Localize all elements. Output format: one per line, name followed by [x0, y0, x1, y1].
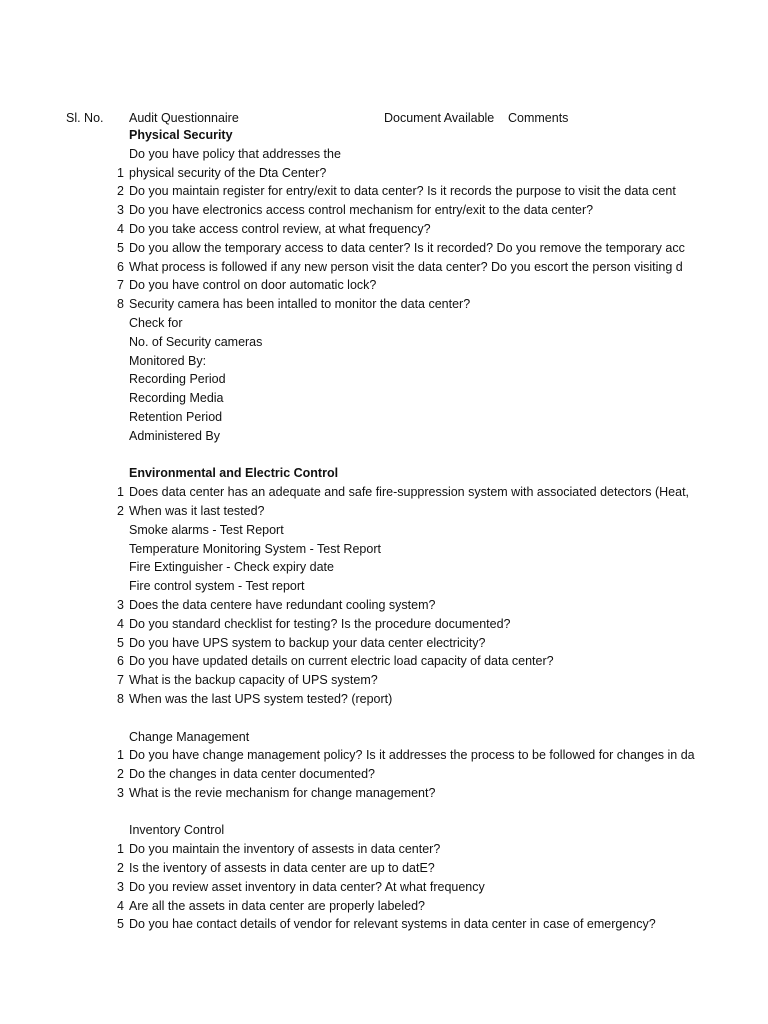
table-row — [0, 314, 768, 333]
row-number: 1 — [117, 842, 124, 857]
table-row — [0, 746, 768, 765]
question-text: physical security of the Dta Center? — [129, 165, 327, 180]
table-row — [0, 201, 768, 220]
question-text: What is the revie mechanism for change management? — [129, 785, 436, 800]
question-text: Recording Period — [129, 372, 226, 387]
table-row — [0, 427, 768, 446]
table-row — [0, 915, 768, 934]
table-row — [0, 615, 768, 634]
question-text: Is the iventory of assests in data center are up to datE? — [129, 861, 435, 876]
question-text: Do you hae contact details of vendor for relevant systems in data center in case of emergency? — [129, 917, 656, 932]
table-row — [0, 521, 768, 540]
question-text: Do you have UPS system to backup your data center electricity? — [129, 635, 486, 650]
table-row — [0, 258, 768, 277]
table-row — [0, 803, 768, 822]
row-number: 5 — [117, 917, 124, 932]
table-row — [0, 859, 768, 878]
table-row — [0, 389, 768, 408]
header-sl-no: Sl. No. — [66, 111, 104, 125]
table-row — [0, 182, 768, 201]
row-number: 5 — [117, 240, 124, 255]
question-text: Smoke alarms - Test Report — [129, 522, 284, 537]
row-number: 4 — [117, 616, 124, 631]
row-number: 2 — [117, 184, 124, 199]
question-text: Change Management — [129, 729, 250, 744]
table-row — [0, 840, 768, 859]
table-row — [0, 728, 768, 747]
table-row — [0, 652, 768, 671]
question-text: Do you standard checklist for testing? Is the procedure documented? — [129, 616, 511, 631]
table-row — [0, 878, 768, 897]
table-row — [0, 502, 768, 521]
question-text: Fire Extinguisher - Check expiry date — [129, 560, 334, 575]
question-text: Retention Period — [129, 409, 223, 424]
table-row — [0, 145, 768, 164]
table-row — [0, 446, 768, 465]
question-text: Do you have policy that addresses the — [129, 146, 341, 161]
question-text: Do you take access control review, at what frequency? — [129, 221, 431, 236]
table-row — [0, 634, 768, 653]
table-row — [0, 821, 768, 840]
question-text: Do you maintain the inventory of assests in data center? — [129, 842, 441, 857]
table-row — [0, 784, 768, 803]
question-text: Does the data centere have redundant cooling system? — [129, 597, 436, 612]
question-text: Temperature Monitoring System - Test Report — [129, 541, 381, 556]
section-title: Environmental and Electric Control — [129, 466, 339, 481]
row-number: 2 — [117, 503, 124, 518]
row-number: 3 — [117, 879, 124, 894]
row-number: 7 — [117, 673, 124, 688]
question-text: Security camera has been intalled to monitor the data center? — [129, 297, 471, 312]
question-text: Do you allow the temporary access to data center? Is it recorded? Do you remove the temporary acc — [129, 240, 685, 255]
table-row — [0, 164, 768, 183]
questionnaire-rows — [0, 126, 768, 934]
header-comments: Comments — [508, 111, 569, 125]
section-heading-row — [0, 126, 768, 145]
row-number: 6 — [117, 654, 124, 669]
row-number: 8 — [117, 297, 124, 312]
row-number: 1 — [117, 485, 124, 500]
question-text: Do you have change management policy? Is it addresses the process to be followed for changes in da — [129, 748, 695, 763]
row-number: 6 — [117, 259, 124, 274]
row-number: 1 — [117, 748, 124, 763]
question-text: When was it last tested? — [129, 503, 265, 518]
question-text: Do you have control on door automatic lock? — [129, 278, 377, 293]
question-text: What is the backup capacity of UPS system? — [129, 673, 378, 688]
question-text: Monitored By: — [129, 353, 207, 368]
question-text: Does data center has an adequate and safe fire-suppression system with associated detectors (Heat, — [129, 485, 690, 500]
header-audit-questionnaire: Audit Questionnaire — [129, 111, 239, 125]
row-number: 5 — [117, 635, 124, 650]
table-row — [0, 577, 768, 596]
table-row — [0, 596, 768, 615]
table-row — [0, 220, 768, 239]
table-row — [0, 333, 768, 352]
table-row — [0, 370, 768, 389]
table-row — [0, 765, 768, 784]
question-text: Check for — [129, 315, 183, 330]
row-number: 4 — [117, 898, 124, 913]
question-text: Administered By — [129, 428, 221, 443]
question-text: Do the changes in data center documented? — [129, 767, 376, 782]
table-row — [0, 690, 768, 709]
question-text: What process is followed if any new person visit the data center? Do you escort the person visiting d — [129, 259, 683, 274]
table-row — [0, 709, 768, 728]
question-text: Recording Media — [129, 391, 224, 406]
table-row — [0, 897, 768, 916]
question-text: Inventory Control — [129, 823, 225, 838]
question-text: No. of Security cameras — [129, 334, 263, 349]
table-row — [0, 558, 768, 577]
row-number: 2 — [117, 861, 124, 876]
table-row — [0, 276, 768, 295]
table-row — [0, 483, 768, 502]
question-text: Fire control system - Test report — [129, 579, 305, 594]
section-heading-row — [0, 464, 768, 483]
table-row — [0, 408, 768, 427]
question-text: Do you have updated details on current electric load capacity of data center? — [129, 654, 554, 669]
question-text: Do you maintain register for entry/exit to data center? Is it records the purpose to visit the data cent — [129, 184, 676, 199]
section-title: Physical Security — [129, 128, 233, 142]
row-number: 3 — [117, 203, 124, 218]
row-number: 4 — [117, 221, 124, 236]
table-row — [0, 239, 768, 258]
question-text: Do you have electronics access control mechanism for entry/exit to the data center? — [129, 203, 594, 218]
row-number: 1 — [117, 165, 124, 180]
row-number: 7 — [117, 278, 124, 293]
table-row — [0, 540, 768, 559]
question-text: When was the last UPS system tested? (report) — [129, 691, 393, 706]
table-row — [0, 295, 768, 314]
row-number: 3 — [117, 597, 124, 612]
row-number: 2 — [117, 767, 124, 782]
table-row — [0, 352, 768, 371]
row-number: 3 — [117, 785, 124, 800]
row-number: 8 — [117, 691, 124, 706]
question-text: Are all the assets in data center are properly labeled? — [129, 898, 426, 913]
table-row — [0, 671, 768, 690]
header-document-available: Document Available — [384, 111, 495, 125]
question-text: Do you review asset inventory in data center? At what frequency — [129, 879, 485, 894]
